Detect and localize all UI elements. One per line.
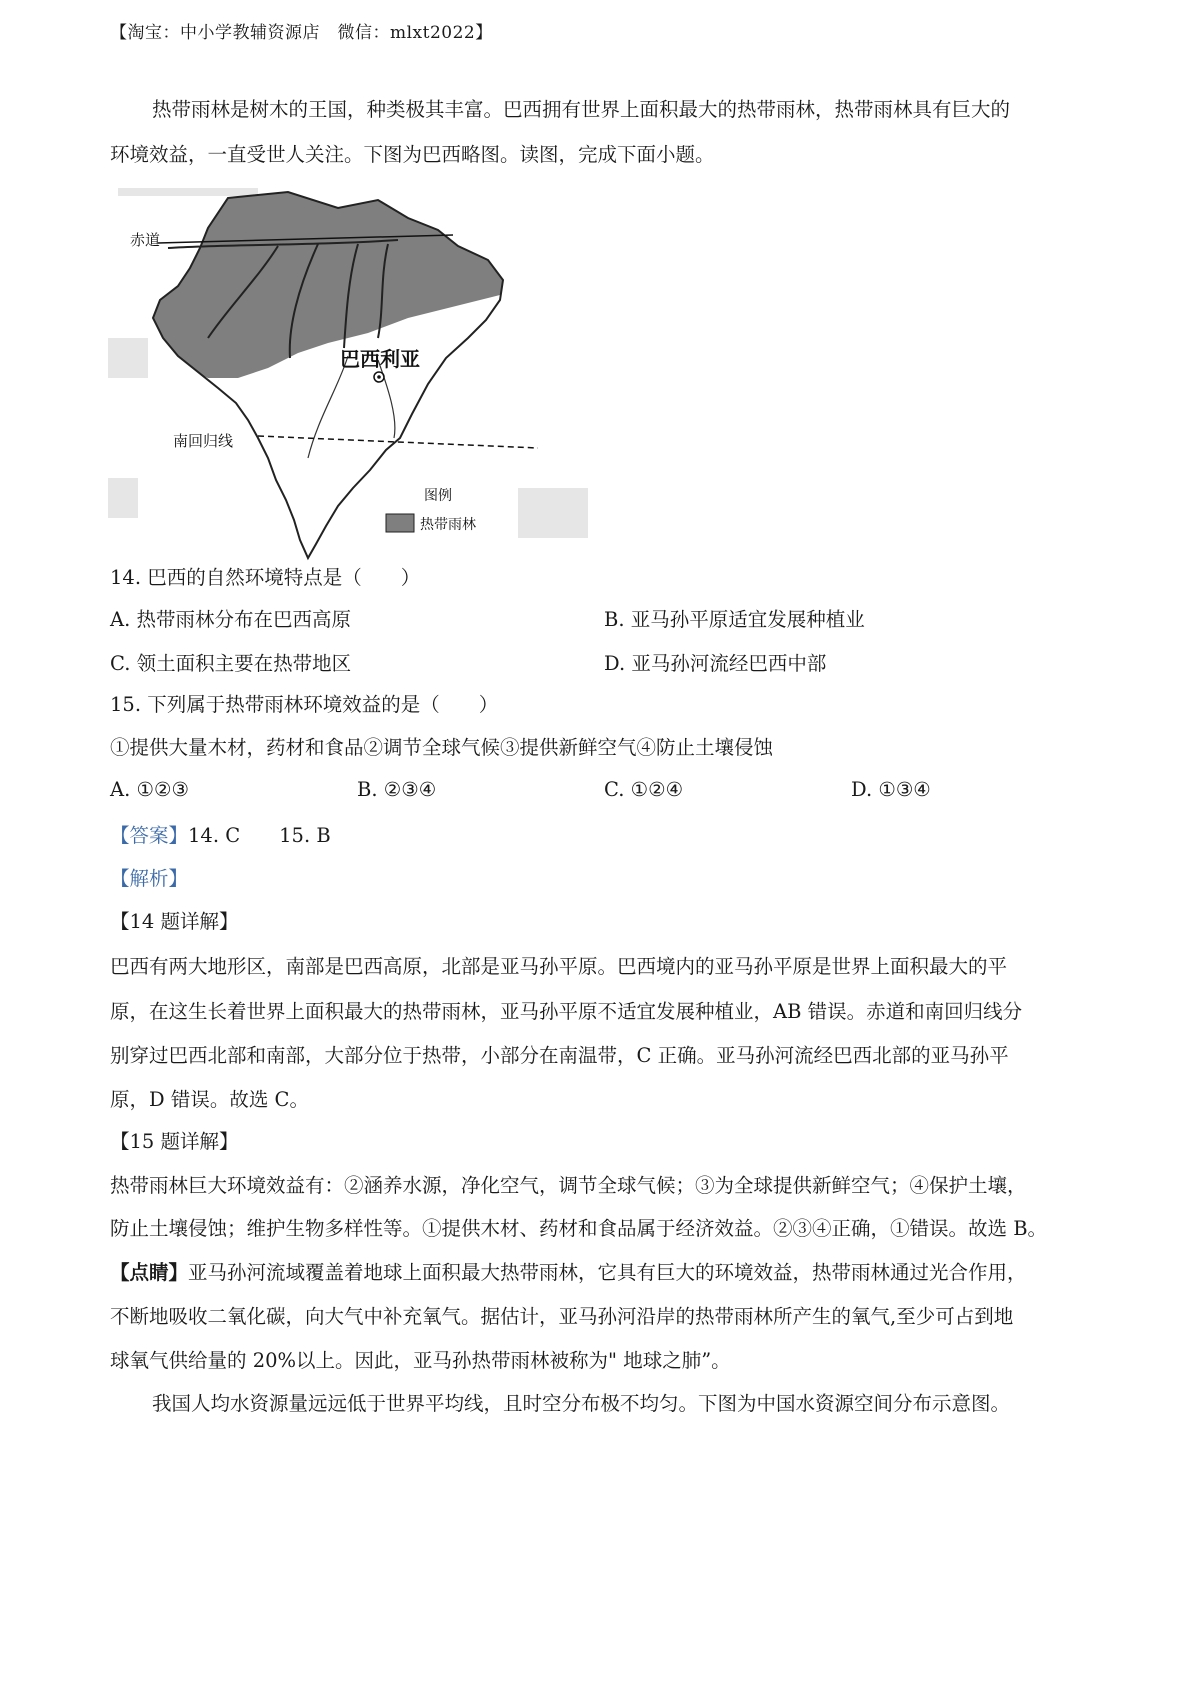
brazil-map (108, 188, 600, 588)
legend-title: 图例 (424, 488, 452, 504)
tropic-label: 南回归线 (173, 432, 234, 450)
parana-river (308, 356, 348, 458)
d14-line-2: 原，在这生长着世界上面积最大的热带雨林，亚马孙平原不适宜发展种植业，AB 错误。赤道和南回归线分 (110, 1000, 1023, 1023)
q15-items: ①提供大量木材，药材和食品②调节全球气候③提供新鲜空气④防止土壤侵蚀 (110, 736, 774, 759)
d14-line-4: 原，D 错误。故选 C。 (110, 1088, 309, 1111)
page-header: 【淘宝：中小学教辅资源店 微信：mlxt2022】 (110, 23, 493, 43)
d15-title: 【15 题详解】 (110, 1130, 239, 1153)
note-text-1: 亚马孙河流域覆盖着地球上面积最大热带雨林，它具有巨大的环境效益，热带雨林通过光合作用， (188, 1261, 1027, 1284)
intro-line-2: 环境效益，一直受世人关注。下图为巴西略图。读图，完成下面小题。 (110, 143, 715, 166)
note-line-2: 不断地吸收二氧化碳，向大气中补充氧气。据估计，亚马孙河沿岸的热带雨林所产生的氧气,至少可占到地 (110, 1305, 1014, 1328)
q14-stem: 14. 巴西的自然环境特点是（ ） (110, 566, 421, 589)
q14-option-c: C. 领土面积主要在热带地区 (110, 652, 352, 675)
intro-line-1: 热带雨林是树木的王国，种类极其丰富。巴西拥有世界上面积最大的热带雨林，热带雨林具有巨大的 (152, 98, 1011, 121)
note-label: 【点睛】 (110, 1261, 189, 1284)
legend-swatch (386, 514, 414, 532)
legend-item-label: 热带雨林 (420, 517, 476, 533)
next-intro: 我国人均水资源量远远低于世界平均线，且时空分布极不均匀。下图为中国水资源空间分布示意图。 (152, 1392, 1011, 1415)
q15-option-c: C. ①②④ (604, 778, 684, 801)
q15-stem: 15. 下列属于热带雨林环境效益的是（ ） (110, 693, 499, 716)
answer-line (110, 822, 331, 850)
d15-line-1: 热带雨林巨大环境效益有：②涵养水源，净化空气，调节全球气候；③为全球提供新鲜空气；④保护土壤， (110, 1174, 1027, 1197)
note-line-1 (110, 1259, 1027, 1287)
d14-line-1: 巴西有两大地形区，南部是巴西高原，北部是亚马孙平原。巴西境内的亚马孙平原是世界上面积最大的平 (110, 955, 1008, 978)
analysis-label: 【解析】 (110, 867, 189, 890)
d14-title: 【14 题详解】 (110, 910, 239, 933)
note-line-3: 球氧气供给量的 20%以上。因此，亚马孙热带雨林被称为" 地球之肺”。 (110, 1349, 731, 1372)
equator-label: 赤道 (130, 231, 161, 249)
tropic-line (258, 436, 538, 448)
q14-option-a: A. 热带雨林分布在巴西高原 (110, 608, 351, 631)
q14-option-b: B. 亚马孙平原适宜发展种植业 (604, 608, 865, 631)
answer-text: 14. C 15. B (188, 824, 331, 847)
q15-option-d: D. ①③④ (851, 778, 931, 801)
q15-option-b: B. ②③④ (357, 778, 437, 801)
d14-line-3: 别穿过巴西北部和南部，大部分位于热带，小部分在南温带，C 正确。亚马孙河流经巴西北部的亚马孙平 (110, 1044, 1009, 1067)
d15-line-2: 防止土壤侵蚀；维护生物多样性等。①提供木材、药材和食品属于经济效益。②③④正确，①错误。故选 B。 (110, 1217, 1048, 1240)
q15-option-a: A. ①②③ (110, 778, 189, 801)
capital-label: 巴西利亚 (340, 347, 420, 371)
answer-label: 【答案】 (110, 824, 189, 847)
q14-option-d: D. 亚马孙河流经巴西中部 (604, 652, 827, 675)
rainforest-area (138, 188, 528, 378)
